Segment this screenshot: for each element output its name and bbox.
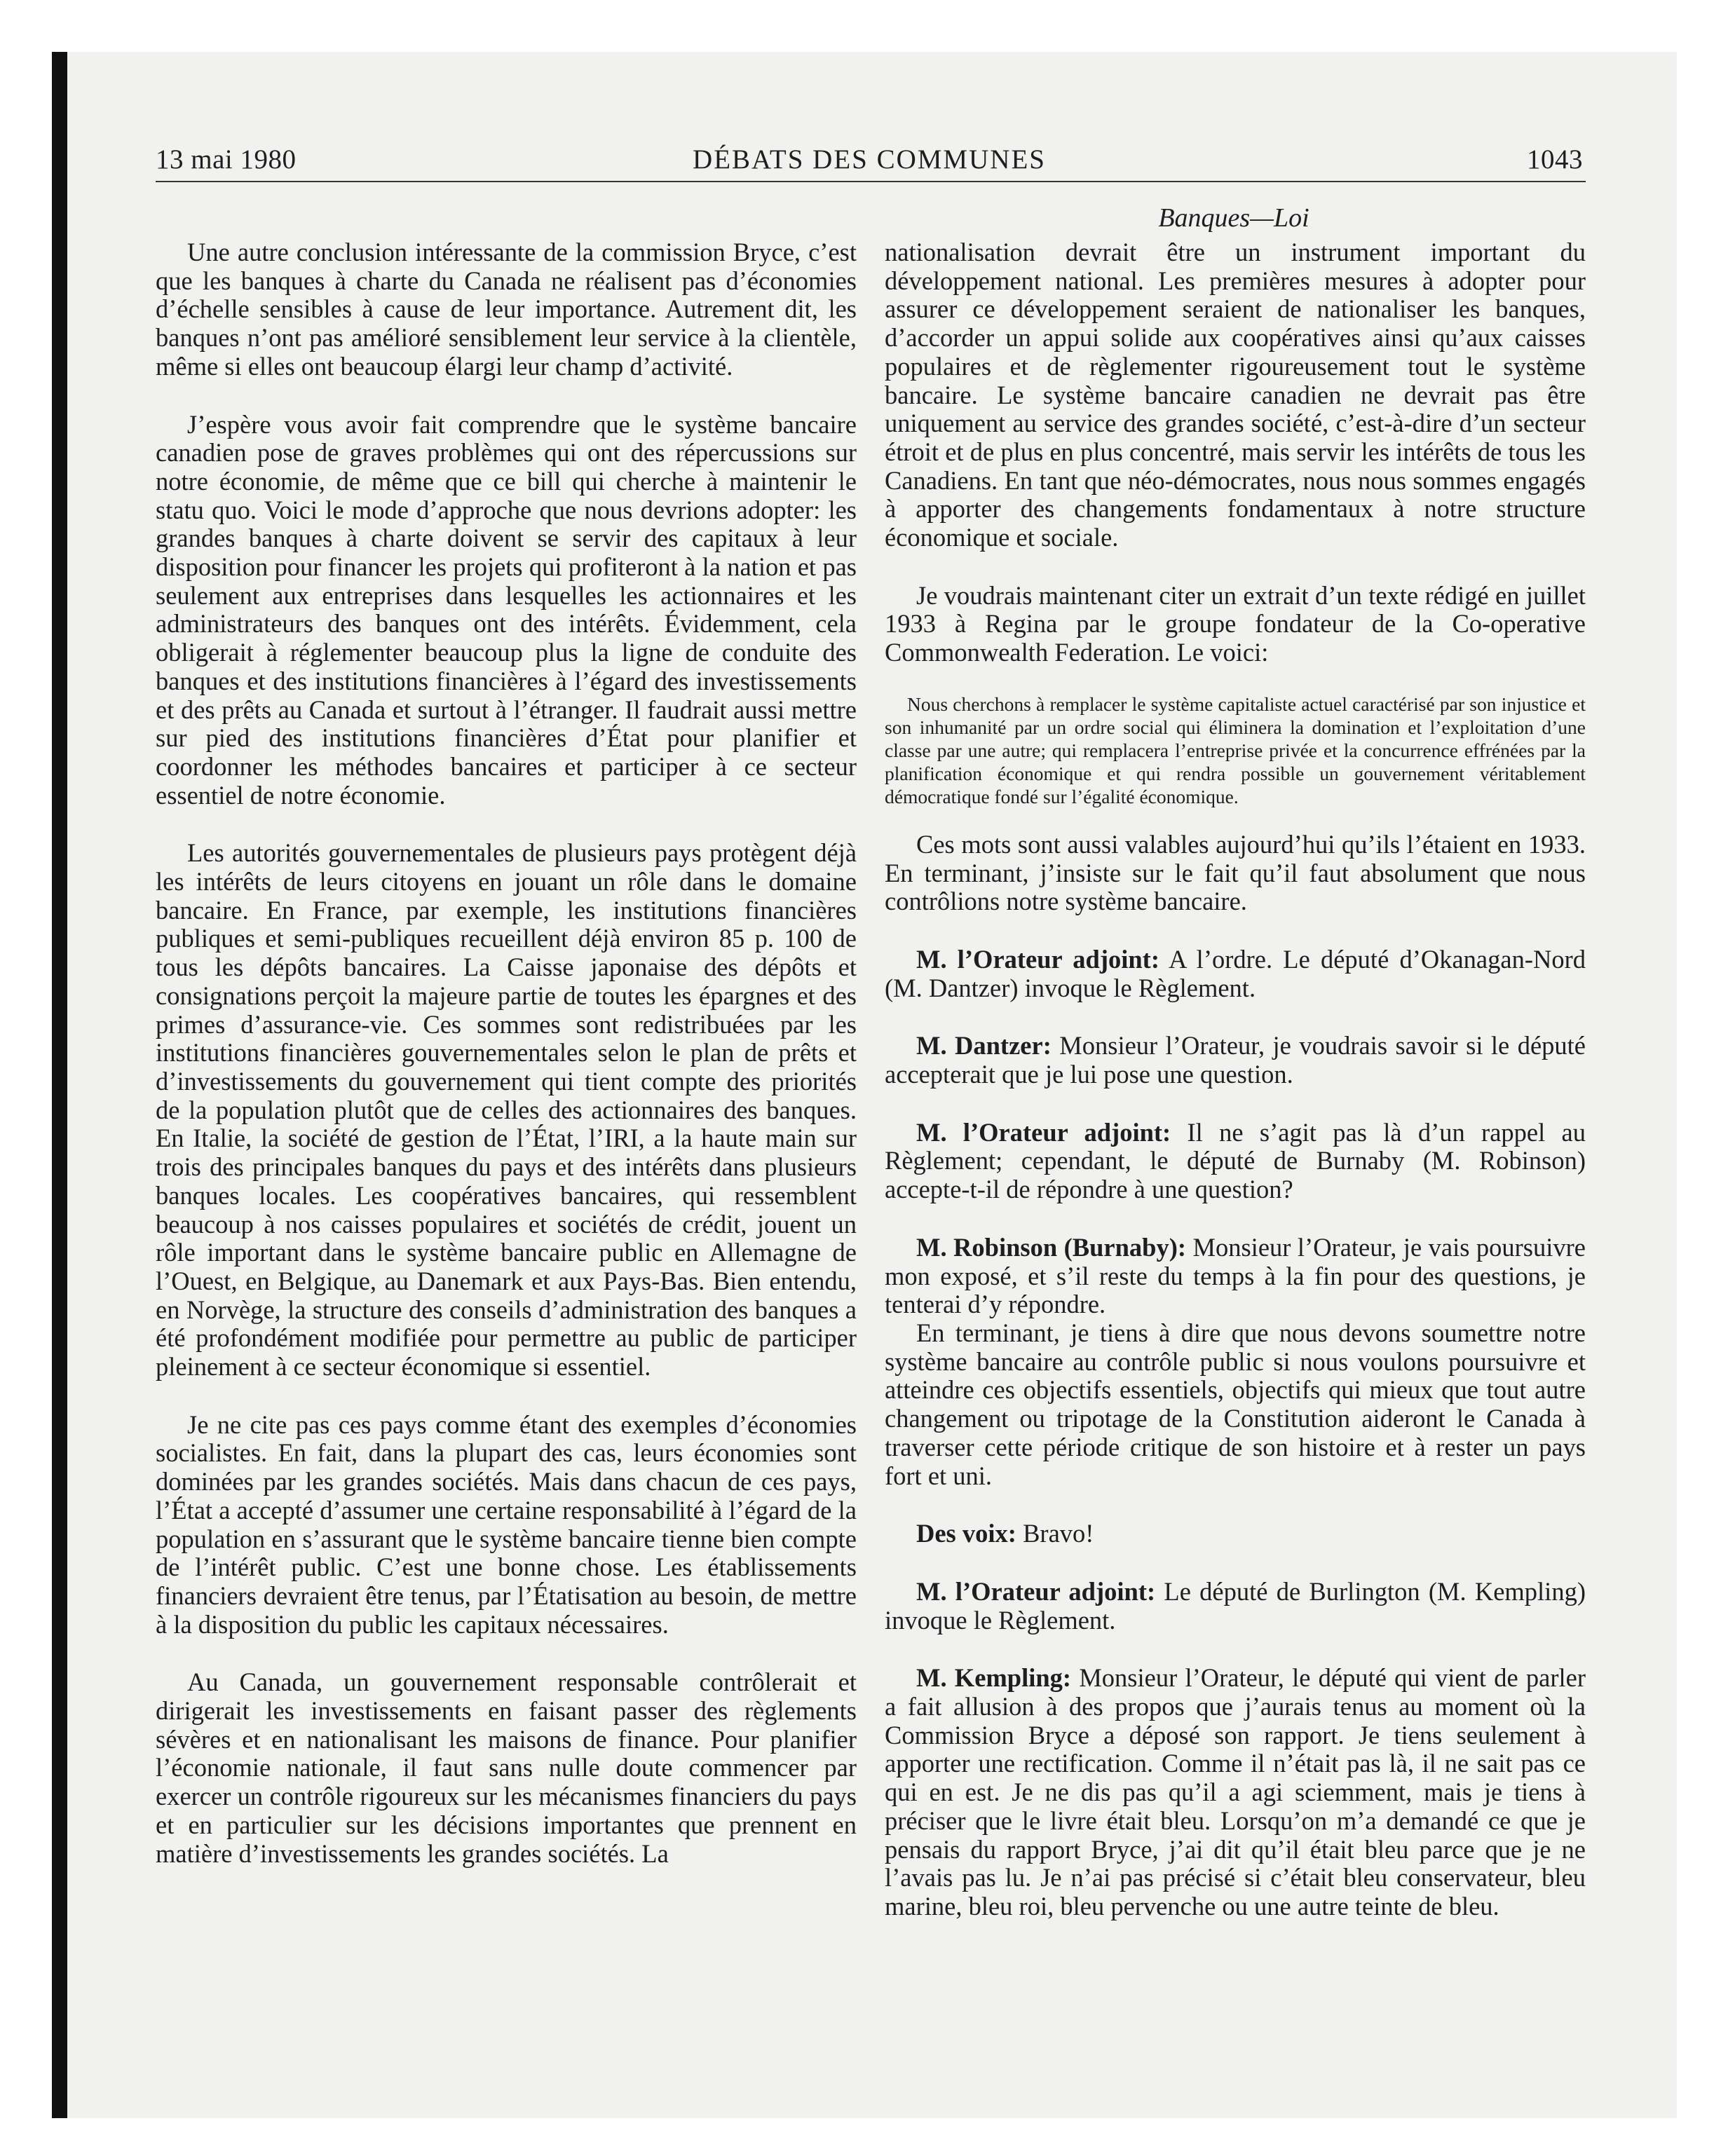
paragraph: En terminant, je tiens à dire que nous devons soumettre notre système bancaire au contrôle public si nous voulons poursuivre et atteindre ces objectifs essentiels, objectifs qui mieux que tout autre changement ou tripotage de la Constitution aideront le Canada à traverser cette période critique de son histoire et à rester un pays fort et uni. <box>885 1318 1586 1490</box>
left-column <box>156 238 857 1868</box>
page-header <box>156 144 1583 184</box>
right-column <box>885 238 1586 1921</box>
speech-text: Monsieur l’Orateur, je voudrais savoir si le député accepterait que je lui pose une question. <box>885 1031 1586 1089</box>
speaker-name: M. Robinson (Burnaby): <box>916 1232 1187 1262</box>
block-quote: Nous cherchons à remplacer le système capitaliste actuel caractérisé par son injustice et son inhumanité par un ordre social qui éliminera la domination et l’exploitation d’une classe par une autre; qui remplacera l’entreprise privée et la concurrence effrénées par la planification économique et qui rendra possible un gouvernement véritablement démocratique fondé sur l’égalité économique. <box>885 692 1586 807</box>
speaker-name: M. Kempling: <box>916 1663 1072 1693</box>
speaker-name: M. l’Orateur adjoint: <box>916 1576 1156 1606</box>
paragraph: Je ne cite pas ces pays comme étant des exemples d’économies socialistes. En fait, dans la plupart des cas, leurs économies sont dominées par les grandes sociétés. Mais dans chacun de ces pays, l’État a accepté d’assumer une certaine responsabilité à l’égard de la population en s’assurant que le système bancaire tienne bien compte de l’intérêt public. C’est une bonne chose. Les établissements financiers devraient être tenus, par l’Étatisation au besoin, de mettre à la disposition du public les capitaux nécessaires. <box>156 1410 857 1639</box>
running-head: Banques—Loi <box>1158 203 1309 233</box>
speech <box>885 1664 1586 1920</box>
paragraph: Une autre conclusion intéressante de la commission Bryce, c’est que les banques à charte du Canada ne réalisent pas d’économies d’échelle sensibles à cause de leur importance. Autrement dit, les banques n’ont pas amélioré sensiblement leur service à la clientèle, même si elles ont beaucoup élargi leur champ d’activité. <box>156 238 857 381</box>
speaker-name: M. Dantzer: <box>916 1031 1052 1060</box>
header-date: 13 mai 1980 <box>156 144 297 175</box>
header-rule <box>156 181 1586 182</box>
speech <box>885 1578 1586 1635</box>
speech <box>885 1119 1586 1204</box>
speaker-name: Des voix: <box>916 1519 1016 1548</box>
speech <box>885 1520 1586 1548</box>
speech-text: A l’ordre. Le député d’Okanagan-Nord (M. Dantzer) invoque le Règlement. <box>885 944 1586 1002</box>
paragraph: nationalisation devrait être un instrument important du développement national. Les premières mesures à adopter pour assurer ce développement seraient de nationaliser les banques, d’accorder un appui solide aux coopératives ainsi qu’aux caisses populaires et de règlementer rigoureusement tout le système bancaire. Le système bancaire canadien ne devrait pas être uniquement au service des grandes société, c’est-à-dire d’un secteur étroit et de plus en plus concentré, mais servir les intérêts de tous les Canadiens. En tant que néo-démocrates, nous nous sommes engagés à apporter des changements fondamentaux à notre structure économique et sociale. <box>885 238 1586 552</box>
speaker-name: M. l’Orateur adjoint: <box>916 944 1159 974</box>
speaker-name: M. l’Orateur adjoint: <box>916 1117 1171 1147</box>
paragraph: Je voudrais maintenant citer un extrait d’un texte rédigé en juillet 1933 à Regina par le groupe fondateur de la Co-operative Commonwealth Federation. Le voici: <box>885 580 1586 667</box>
speech <box>885 1234 1586 1319</box>
speech-text: Il ne s’agit pas là d’un rappel au Règlement; cependant, le député de Burnaby (M. Robinson) accepte-t-il de répondre à une question? <box>885 1117 1586 1204</box>
speech-text: Monsieur l’Orateur, je vais poursuivre mon exposé, et s’il reste du temps à la fin pour des questions, je tenterai d’y répondre. <box>885 1232 1586 1319</box>
header-title: DÉBATS DES COMMUNES <box>693 144 1046 175</box>
speech <box>885 946 1586 1002</box>
paragraph: Au Canada, un gouvernement responsable contrôlerait et dirigerait les investissements en faisant passer des règlements sévères et en nationalisant les maisons de finance. Pour planifier l’économie nationale, il faut sans nulle doute commencer par exercer un contrôle rigoureux sur les mécanismes financiers du pays et en particulier sur les décisions importantes que prennent en matière d’investissements les grandes sociétés. La <box>156 1667 857 1868</box>
speech <box>885 1032 1586 1089</box>
paragraph: J’espère vous avoir fait comprendre que le système bancaire canadien pose de graves problèmes qui ont des répercussions sur notre économie, de même que ce bill qui cherche à maintenir le statu quo. Voici le mode d’approche que nous devrions adopter: les grandes banques à charte doivent se servir des capitaux à leur disposition pour financer les projets qui profiteront à la nation et pas seulement aux entreprises dans lesquelles les actionnaires et les administrateurs des banques ont des intérêts. Évidemment, cela obligerait à réglementer beaucoup plus la ligne de conduite des banques et des institutions financières à l’égard des investissements et des prêts au Canada et surtout à l’étranger. Il faudrait aussi mettre sur pied des institutions financières d’État pour planifier et coordonner les méthodes bancaires et participer à ce secteur essentiel de notre économie. <box>156 409 857 810</box>
speech-text: Bravo! <box>1016 1519 1094 1548</box>
speech-text: Monsieur l’Orateur, le député qui vient de parler a fait allusion à des propos que j’aurais tenus au moment où la Commission Bryce a déposé son rapport. Je tiens seulement à apporter une rectification. Comme il n’était pas là, il ne sait pas ce qui en est. Je ne dis pas qu’il a agi sciemment, mais je tiens à préciser que le livre était bleu. Lorsqu’on m’a demandé ce que je pensais du rapport Bryce, j’ai dit qu’il était bleu parce que je ne l’avais pas lu. Je n’ai pas précisé si c’était bleu conservateur, bleu marine, bleu roi, bleu pervenche ou une autre teinte de bleu. <box>885 1663 1586 1920</box>
paragraph: Ces mots sont aussi valables aujourd’hui qu’ils l’étaient en 1933. En terminant, j’insiste sur le fait qu’il faut absolument que nous contrôlions notre système bancaire. <box>885 829 1586 916</box>
speech-text: Le député de Burlington (M. Kempling) invoque le Règlement. <box>885 1576 1586 1635</box>
paragraph: Les autorités gouvernementales de plusieurs pays protègent déjà les intérêts de leurs citoyens en jouant un rôle dans le domaine bancaire. En France, par exemple, les institutions financières publiques et semi-publiques recueillent déjà environ 85 p. 100 de tous les dépôts bancaires. La Caisse japonaise des dépôts et consignations perçoit la majeure partie de toutes les épargnes et des primes d’assurance-vie. Ces sommes sont redistribuées par les institutions financières gouvernementales selon le plan de prêts et d’investissements du gouvernement qui tient compte des priorités de la population plutôt que de celles des actionnaires des banques. En Italie, la société de gestion de l’État, l’IRI, a la haute main sur trois des principales banques du pays et des intérêts dans plusieurs banques locales. Les coopératives bancaires, qui ressemblent beaucoup à nos caisses populaires et sociétés de crédit, jouent un rôle important dans le système bancaire public en Allemagne de l’Ouest, en Belgique, au Danemark et aux Pays-Bas. Bien entendu, en Norvège, la structure des conseils d’administration des banques a été profondément modifiée pour permettre au public de participer pleinement à ce secteur économique si essentiel. <box>156 838 857 1381</box>
page-number: 1043 <box>1527 144 1583 175</box>
